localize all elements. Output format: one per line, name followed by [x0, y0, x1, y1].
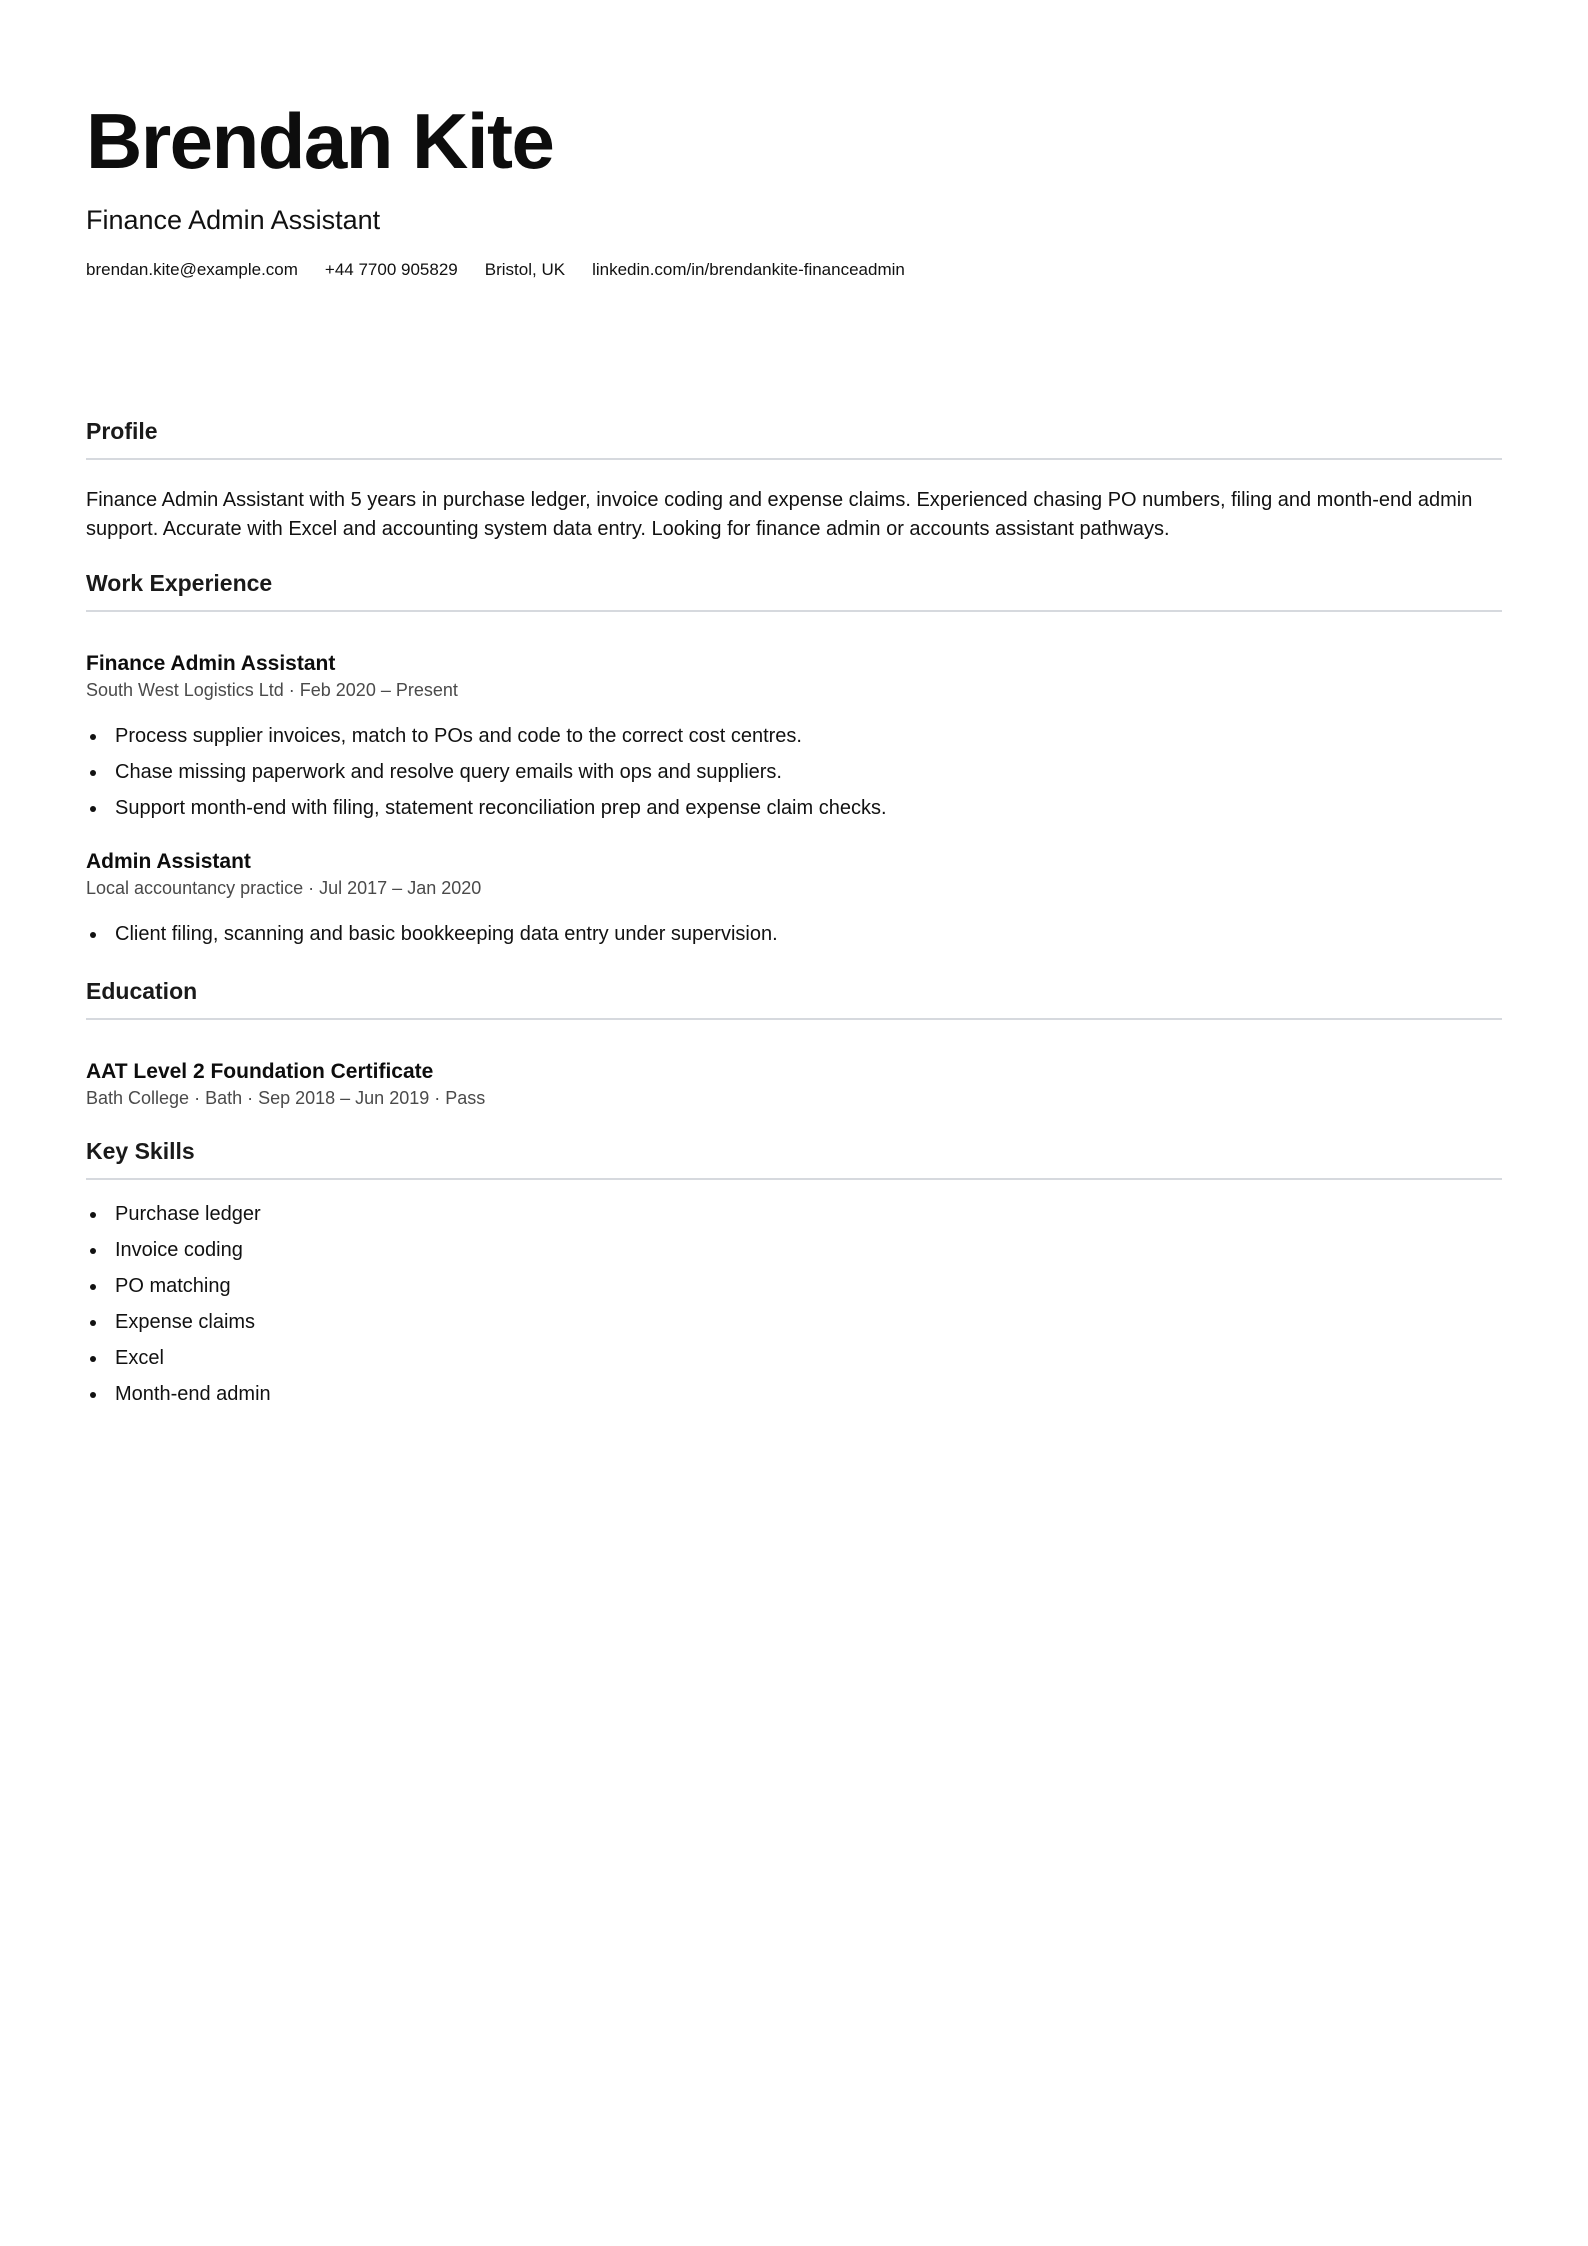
section-title-key-skills: Key Skills [86, 1136, 1502, 1180]
job-title: Finance Admin Assistant [86, 652, 336, 675]
job-bullets [86, 916, 1502, 952]
section-title-work-experience: Work Experience [86, 568, 1502, 612]
education-title: AAT Level 2 Foundation Certificate [86, 1060, 434, 1083]
education-section [86, 976, 1502, 1110]
job-title: Admin Assistant [86, 850, 251, 873]
skill-item: Excel [86, 1340, 1502, 1376]
section-title-education: Education [86, 976, 1502, 1020]
work-experience-section [86, 568, 1502, 952]
job-bullet: Process supplier invoices, match to POs and code to the correct cost centres. [86, 718, 1502, 754]
job-meta: South West Logistics Ltd · Feb 2020 – Present [86, 680, 458, 700]
candidate-headline: Finance Admin Assistant [86, 205, 381, 235]
section-title-profile: Profile [86, 416, 1502, 460]
profile-summary: Finance Admin Assistant with 5 years in purchase ledger, invoice coding and expense claims. Experienced chasing PO numbers, filing and month-end admin support. Accurate with Excel and accounting system data entry. Looking for finance admin or accounts assistant pathways. [86, 489, 1473, 540]
key-skills-section [86, 1136, 1502, 1412]
job-bullet: Chase missing paperwork and resolve query emails with ops and suppliers. [86, 754, 1502, 790]
contact-line [86, 258, 1502, 282]
candidate-name: Brendan Kite [86, 97, 554, 185]
skill-item: PO matching [86, 1268, 1502, 1304]
job-bullets [86, 718, 1502, 826]
contact-phone: +44 7700 905829 [324, 260, 458, 279]
profile-section [86, 416, 1502, 544]
job-meta: Local accountancy practice · Jul 2017 – Jan 2020 [86, 878, 482, 898]
job-entry [86, 650, 1502, 826]
skill-item: Invoice coding [86, 1232, 1502, 1268]
job-entry [86, 848, 1502, 952]
contact-email: brendan.kite@example.com [86, 260, 298, 279]
resume-header [86, 0, 1502, 282]
contact-linkedin: linkedin.com/in/brendankite-financeadmin [592, 260, 905, 279]
job-bullet: Client filing, scanning and basic bookkeeping data entry under supervision. [86, 916, 1502, 952]
skills-list [86, 1196, 1502, 1412]
contact-location: Bristol, UK [484, 260, 566, 279]
education-entry [86, 1058, 1502, 1110]
skill-item: Purchase ledger [86, 1196, 1502, 1232]
education-meta: Bath College · Bath · Sep 2018 – Jun 2019 · Pass [86, 1088, 486, 1108]
job-bullet: Support month-end with filing, statement reconciliation prep and expense claim checks. [86, 790, 1502, 826]
skill-item: Month-end admin [86, 1376, 1502, 1412]
skill-item: Expense claims [86, 1304, 1502, 1340]
